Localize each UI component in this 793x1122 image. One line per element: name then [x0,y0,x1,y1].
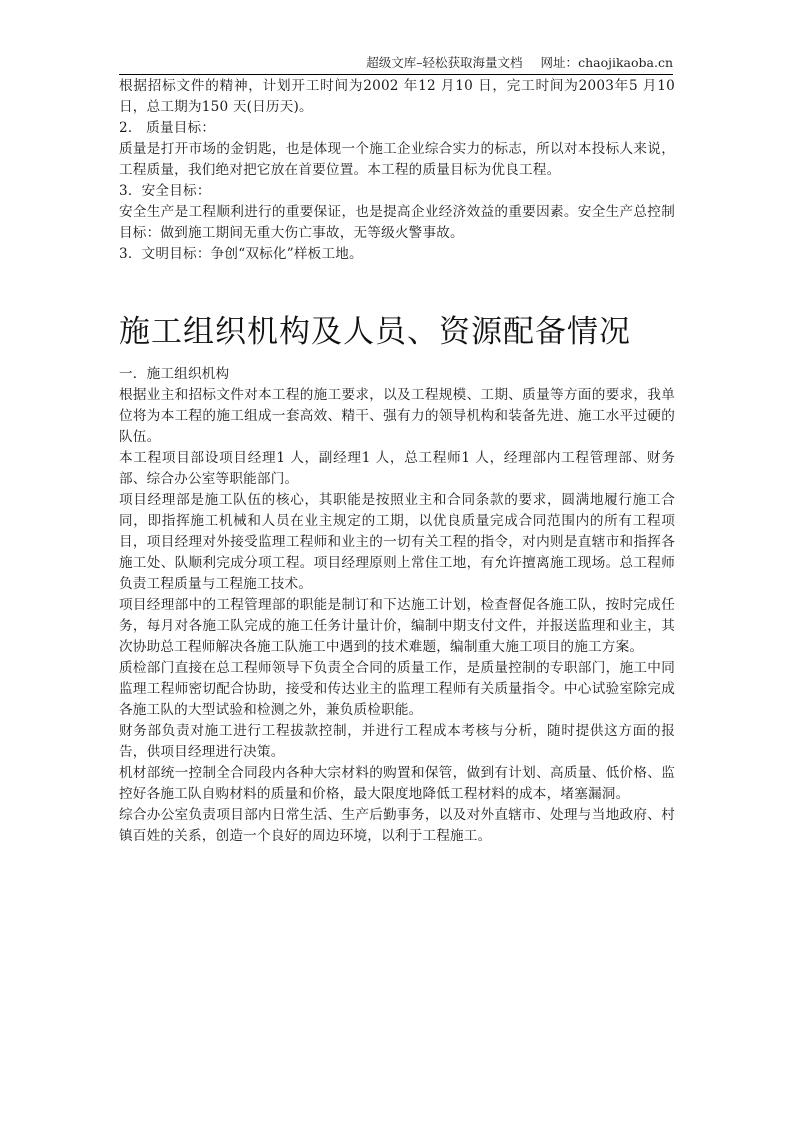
safety-paragraph: 安全生产是工程顺利进行的重要保证，也是提高企业经济效益的重要因素。安全生产总控制目标：做到施工期间无重大伤亡事故，无等级火警事故。 [119,204,675,241]
document-body [119,76,675,847]
header-url-label: 网址： [540,55,579,70]
schedule-paragraph: 根据招标文件的精神，计划开工时间为2002 年12 月10 日，完工时间为2003年5 月10 日，总工期为150 天(日历天)。 [119,78,675,115]
quality-heading: 2． 质量目标： [119,120,216,136]
body-paragraph: 项目经理部是施工队伍的核心，其职能是按照业主和合同条款的要求，圆满地履行施工合同，即指挥施工机械和人员在业主规定的工期，以优良质量完成合同范围内的所有工程项目，项目经理对外接受监理工程师和业主的一切有关工程的指令，对内则是直辖市和指挥各施工处、队顺利完成分项工程。项目经理原则上常住工地，有允许擅离施工现场。总工程师负责工程质量与工程施工技术。 [119,492,675,592]
header-site-name: 超级文库–轻松获取海量文档 [366,55,523,70]
header-url-link[interactable]: chaojikaoba.cn [578,55,673,70]
quality-paragraph: 质量是打开市场的金钥匙，也是体现一个施工企业综合实力的标志，所以对本投标人来说，工程质量，我们绝对把它放在首要位置。本工程的质量目标为优良工程。 [119,141,675,178]
body-paragraph: 机材部统一控制全合同段内各种大宗材料的购置和保管，做到有计划、高质量、低价格、监控好各施工队自购材料的质量和价格，最大限度地降低工程材料的成本，堵塞漏洞。 [119,765,675,802]
civilization-goal: 3．文明目标：争创“双标化”样板工地。 [119,246,363,262]
page-header [119,54,673,75]
body-paragraph: 质检部门直接在总工程师领导下负责全合同的质量工作，是质量控制的专职部门，施工中同监理工程师密切配合协助，接受和传达业主的监理工程师有关质量指令。中心试验室除完成各施工队的大型试验和检测之外，兼负质检职能。 [119,660,675,718]
body-paragraph: 项目经理部中的工程管理部的职能是制订和下达施工计划，检查督促各施工队，按时完成任务，每月对各施工队完成的施工任务计量计价，编制中期支付文件，并报送监理和业主，其次协助总工程师解决各施工队施工中遇到的技术难题，编制重大施工项目的施工方案。 [119,597,675,655]
section-subheading: 一．施工组织机构 [119,366,230,382]
body-paragraph: 本工程项目部设项目经理1 人，副经理1 人，总工程师1 人，经理部内工程管理部、财务部、综合办公室等职能部门。 [119,450,675,487]
body-paragraph: 根据业主和招标文件对本工程的施工要求，以及工程规模、工期、质量等方面的要求，我单位将为本工程的施工组成一套高效、精干、强有力的领导机构和装备先进、施工水平过硬的队伍。 [119,387,675,445]
section-title: 施工组织机构及人员、资源配备情况 [119,314,631,350]
safety-heading: 3．安全目标： [119,183,211,199]
body-paragraph: 综合办公室负责项目部内日常生活、生产后勤事务，以及对外直辖市、处理与当地政府、村镇百姓的关系，创造一个良好的周边环境，以利于工程施工。 [119,807,675,844]
body-paragraph: 财务部负责对施工进行工程拔款控制，并进行工程成本考核与分析，随时提供这方面的报告，供项目经理进行决策。 [119,723,675,760]
